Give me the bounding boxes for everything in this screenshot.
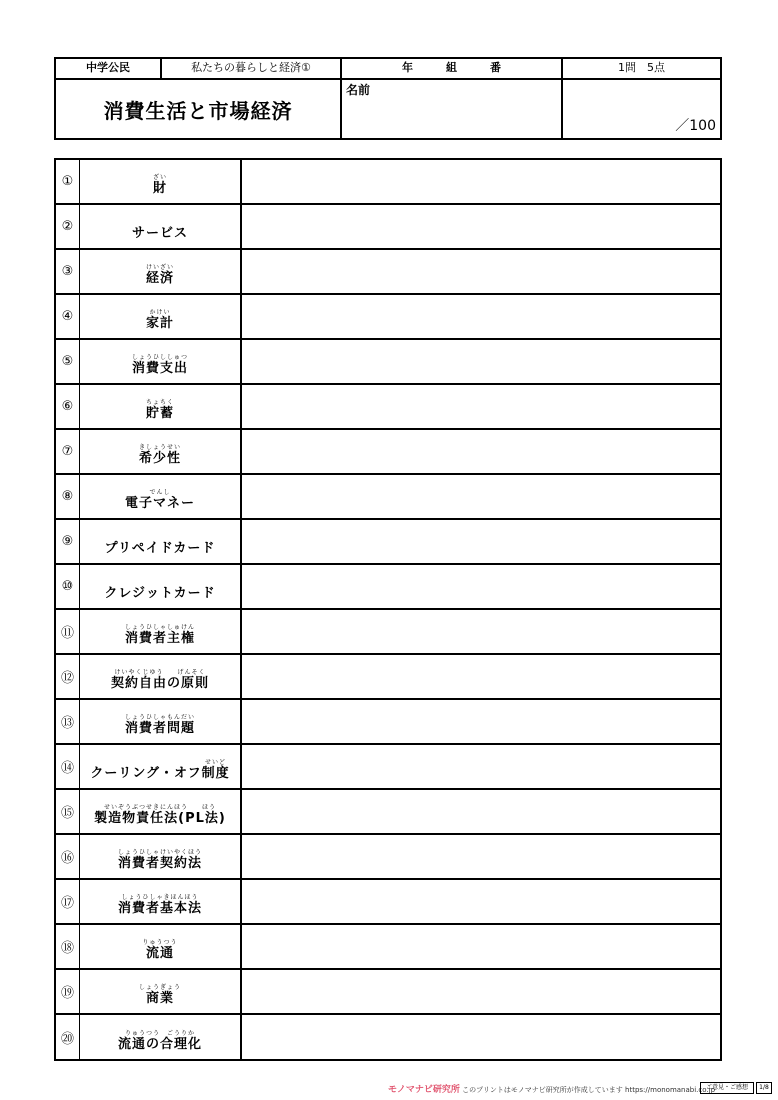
question-row [56,655,720,700]
term-cell [80,1015,242,1059]
footer [388,1082,715,1095]
term-cell [80,655,242,698]
term-cell [80,205,242,248]
term-text: 流通の合理化 [117,1037,202,1052]
furigana: しょうひしゃきほんほう [121,894,199,901]
question-number: ⑥ [56,385,80,428]
answer-field[interactable] [242,925,720,968]
question-row [56,700,720,745]
question-table [54,158,722,1061]
answer-field[interactable] [242,205,720,248]
furigana: しょうひしゃしゅけん [124,624,195,631]
question-row [56,250,720,295]
term-text: サービス [131,226,188,241]
term-cell [80,295,242,338]
unit-label: 私たちの暮らしと経済① [191,61,311,74]
question-number: ⑮ [56,790,80,833]
question-number: ⑭ [56,745,80,788]
answer-field[interactable] [242,160,720,203]
question-row [56,970,720,1015]
furigana: けいざい [145,264,174,271]
question-number: ⑳ [56,1015,80,1059]
subject-label: 中学公民 [86,61,130,74]
furigana: しょうひししゅつ [131,354,188,361]
term-text: 貯蓄 [145,406,174,421]
answer-field[interactable] [242,790,720,833]
term-text: 消費支出 [131,361,188,376]
term-text: 消費者問題 [124,721,195,736]
question-row [56,430,720,475]
term-cell [80,610,242,653]
class-fields: 年 組 番 [402,61,501,74]
answer-field[interactable] [242,475,720,518]
term-cell [80,565,242,608]
term-text: 家計 [145,316,174,331]
question-number: ② [56,205,80,248]
page-number: 1/8 [756,1082,772,1094]
question-number: ③ [56,250,80,293]
term-text: クーリング・オフ制度 [90,766,230,781]
furigana: ざい [152,174,167,181]
term-cell [80,160,242,203]
furigana: ちょちく [145,399,174,406]
name-label: 名前 [346,83,371,97]
answer-field[interactable] [242,565,720,608]
furigana: きしょうせい [138,444,181,451]
question-number: ⑤ [56,340,80,383]
question-number: ⑬ [56,700,80,743]
question-number: ⑲ [56,970,80,1013]
question-row [56,520,720,565]
question-row [56,880,720,925]
question-row [56,1015,720,1059]
furigana: せいぞうぶつせきにんほう ほう [103,804,216,811]
furigana: かけい [149,309,171,316]
question-row [56,295,720,340]
answer-field[interactable] [242,430,720,473]
question-row [56,160,720,205]
answer-field[interactable] [242,835,720,878]
term-text: 経済 [145,271,174,286]
answer-field[interactable] [242,250,720,293]
question-number: ⑫ [56,655,80,698]
question-number: ④ [56,295,80,338]
footer-text: このプリントはモノマナビ研究所が作成しています https://monomanabi.co.jp [462,1086,716,1094]
term-cell [80,970,242,1013]
score-label: ／100 [675,118,716,134]
page-title: 消費生活と市場経済 [103,98,293,123]
answer-field[interactable] [242,970,720,1013]
furigana: けいやくじゆう げんそく [114,669,206,676]
furigana: しょうひしゃもんだい [124,714,195,721]
term-cell [80,385,242,428]
term-text: 流通 [145,946,174,961]
term-text: 契約自由の原則 [110,676,209,691]
question-row [56,790,720,835]
question-row [56,340,720,385]
term-cell [80,790,242,833]
answer-field[interactable] [242,745,720,788]
question-number: ⑩ [56,565,80,608]
term-cell [80,430,242,473]
answer-field[interactable] [242,1015,720,1059]
term-text: 消費者主権 [124,631,195,646]
term-cell [80,880,242,923]
term-cell [80,250,242,293]
question-row [56,745,720,790]
question-number: ⑯ [56,835,80,878]
feedback-box[interactable]: ご意見・ご感想 [700,1082,754,1094]
question-number: ⑦ [56,430,80,473]
question-row [56,925,720,970]
term-text: 消費者契約法 [117,856,202,871]
question-row [56,610,720,655]
brand-logo: モノマナビ研究所 [388,1085,460,1095]
answer-field[interactable] [242,385,720,428]
furigana: せいど [204,759,226,766]
answer-field[interactable] [242,700,720,743]
question-number: ⑱ [56,925,80,968]
question-number: ⑨ [56,520,80,563]
term-cell [80,475,242,518]
term-cell [80,925,242,968]
furigana: でんし [149,489,171,496]
question-row [56,205,720,250]
term-text: 財 [152,181,167,196]
term-text: 消費者基本法 [117,901,202,916]
question-number: ⑧ [56,475,80,518]
question-row [56,565,720,610]
term-cell [80,520,242,563]
question-row [56,475,720,520]
term-cell [80,745,242,788]
furigana: りゅうつう ごうりか [124,1030,195,1037]
answer-field[interactable] [242,655,720,698]
question-row [56,835,720,880]
question-number: ⑰ [56,880,80,923]
term-text: 電子マネー [124,496,195,511]
term-text: 希少性 [138,451,181,466]
term-text: クレジットカード [104,586,216,601]
worksheet-header [54,57,722,140]
furigana: りゅうつう [142,939,178,946]
answer-field[interactable] [242,610,720,653]
furigana: しょうひしゃけいやくほう [117,849,202,856]
term-text: 製造物責任法(PL法) [94,811,226,826]
term-cell [80,835,242,878]
term-text: プリペイドカード [104,541,216,556]
question-row [56,385,720,430]
question-number: ⑪ [56,610,80,653]
furigana: しょうぎょう [138,984,181,991]
term-text: 商業 [145,991,174,1006]
answer-field[interactable] [242,340,720,383]
question-number: ① [56,160,80,203]
term-cell [80,340,242,383]
answer-field[interactable] [242,880,720,923]
answer-field[interactable] [242,520,720,563]
answer-field[interactable] [242,295,720,338]
points-label: 1問 5点 [618,61,665,74]
term-cell [80,700,242,743]
